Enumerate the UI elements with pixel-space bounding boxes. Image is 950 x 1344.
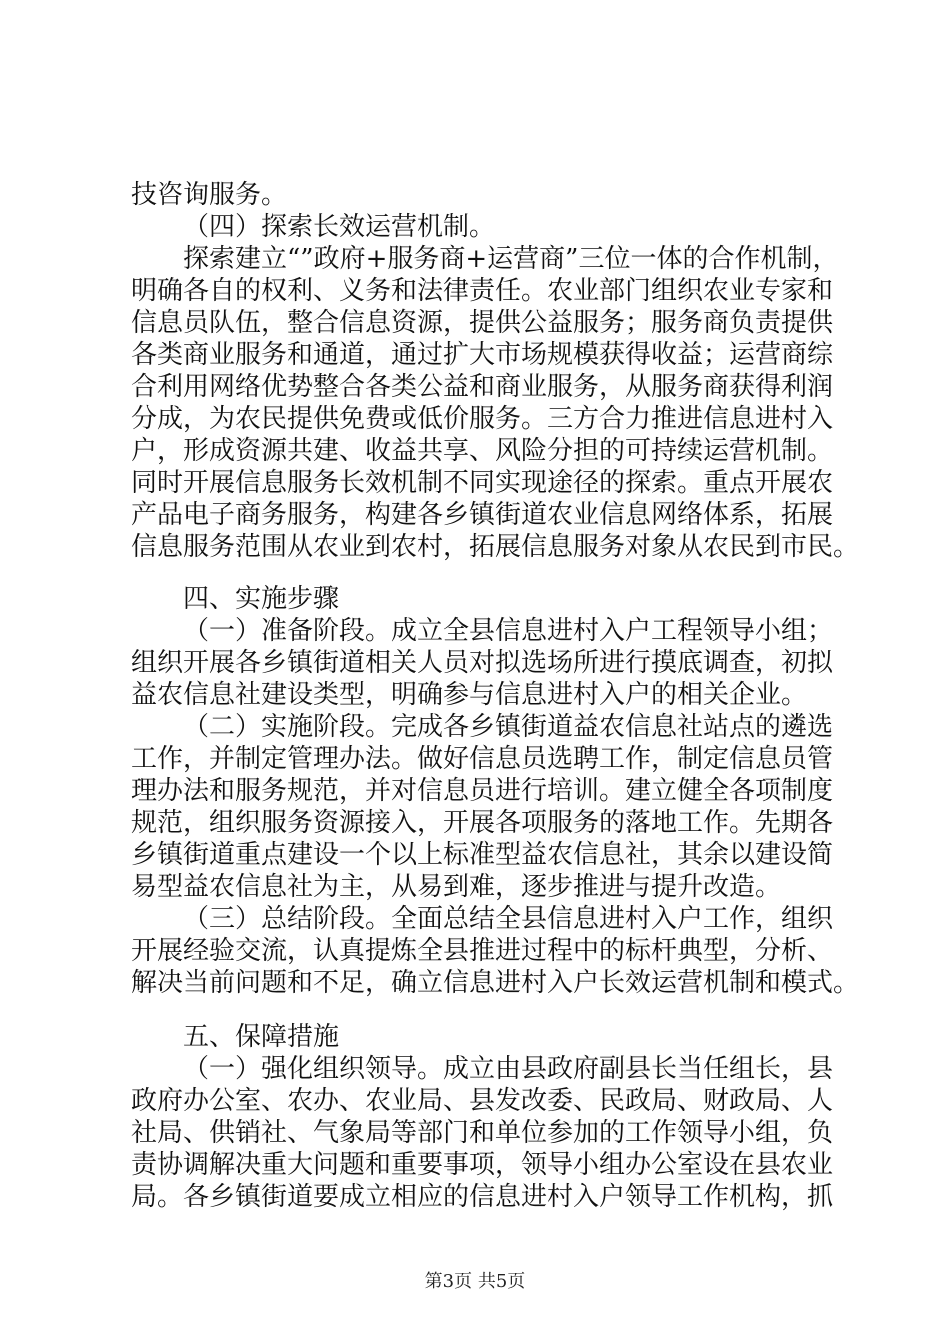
text-line: 信息员队伍，整合信息资源，提供公益服务；服务商负责提供 <box>131 308 834 338</box>
text-line: （一）准备阶段。成立全县信息进村入户工程领导小组； <box>183 616 834 646</box>
text-line: 信息服务范围从农业到农村，拓展信息服务对象从农民到市民。 <box>131 532 860 562</box>
text-line: 户，形成资源共建、收益共享、风险分担的可持续运营机制。 <box>131 436 834 466</box>
text-line: 解决当前问题和不足，确立信息进村入户长效运营机制和模式。 <box>131 968 860 998</box>
text-line: 工作，并制定管理办法。做好信息员选聘工作，制定信息员管 <box>131 744 834 774</box>
text-line: 技咨询服务。 <box>131 180 288 210</box>
text-line: 益农信息社建设类型，明确参与信息进村入户的相关企业。 <box>131 680 808 710</box>
subheading: （四）探索长效运营机制。 <box>183 212 496 242</box>
text-line: （三）总结阶段。全面总结全县信息进村入户工作，组织 <box>183 904 834 934</box>
text-line: 乡镇街道重点建设一个以上标准型益农信息社，其余以建设简 <box>131 840 834 870</box>
text-line: 局。各乡镇街道要成立相应的信息进村入户领导工作机构，抓 <box>131 1182 834 1212</box>
text-line: 理办法和服务规范，并对信息员进行培训。建立健全各项制度 <box>131 776 834 806</box>
section-heading: 五、保障措施 <box>183 1022 340 1052</box>
text-line: 社局、供销社、气象局等部门和单位参加的工作领导小组，负 <box>131 1118 834 1148</box>
page-number-footer: 第3页 共5页 <box>424 1271 526 1292</box>
text-line: 分成，为农民提供免费或低价服务。三方合力推进信息进村入 <box>131 404 834 434</box>
text-line: 规范，组织服务资源接入，开展各项服务的落地工作。先期各 <box>131 808 834 838</box>
text-line: 易型益农信息社为主，从易到难，逐步推进与提升改造。 <box>131 872 782 902</box>
text-line: 政府办公室、农办、农业局、县发改委、民政局、财政局、人 <box>131 1086 834 1116</box>
text-line: 产品电子商务服务，构建各乡镇街道农业信息网络体系，拓展 <box>131 500 834 530</box>
text-line: 组织开展各乡镇街道相关人员对拟选场所进行摸底调查，初拟 <box>131 648 834 678</box>
text-line: （一）强化组织领导。成立由县政府副县长当任组长，县 <box>183 1054 834 1084</box>
section-heading: 四、实施步骤 <box>183 584 340 614</box>
text-line: 合利用网络优势整合各类公益和商业服务，从服务商获得利润 <box>131 372 834 402</box>
text-line: 同时开展信息服务长效机制不同实现途径的探索。重点开展农 <box>131 468 834 498</box>
text-line: 责协调解决重大问题和重要事项，领导小组办公室设在县农业 <box>131 1150 834 1180</box>
text-line: （二）实施阶段。完成各乡镇街道益农信息社站点的遴选 <box>183 712 834 742</box>
text-line: 开展经验交流，认真提炼全县推进过程中的标杆典型，分析、 <box>131 936 834 966</box>
text-line: 明确各自的权利、义务和法律责任。农业部门组织农业专家和 <box>131 276 834 306</box>
text-line: 各类商业服务和通道，通过扩大市场规模获得收益；运营商综 <box>131 340 834 370</box>
text-line: 探索建立“”政府+服务商+运营商”三位一体的合作机制， <box>183 244 839 274</box>
